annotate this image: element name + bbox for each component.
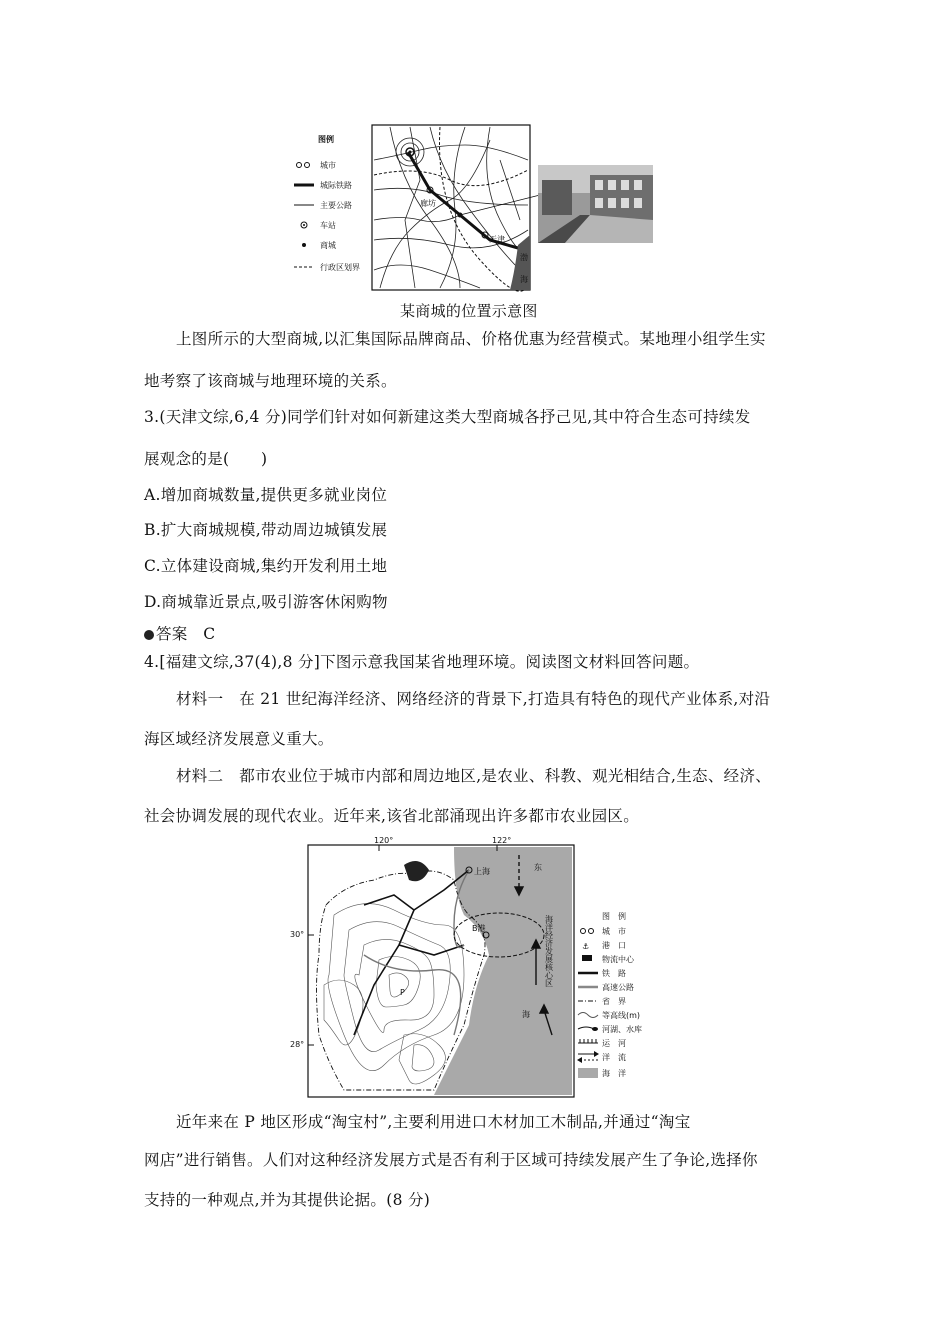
map2-legend <box>577 911 642 1078</box>
legend2-item: 河湖、水库 <box>602 1025 642 1034</box>
legend2-title: 图 例 <box>602 912 626 921</box>
question3-stem-line-2: 展观念的是( ) <box>144 450 268 468</box>
legend2-item: 港 口 <box>602 941 626 950</box>
label-bo: 渤 <box>520 253 528 262</box>
question3-answer <box>144 622 215 644</box>
label-b-port: B港 <box>472 924 486 933</box>
legend-item: 行政区划界 <box>320 263 360 272</box>
closing-line-1: 近年来在 P 地区形成“淘宝村”,主要利用进口木材加工木制品,并通过“淘宝 <box>176 1113 691 1131</box>
closing-line-3: 支持的一种观点,并为其提供论据。(8 分) <box>144 1191 431 1209</box>
label-east: 东 <box>534 863 542 872</box>
legend2-item: 海 洋 <box>602 1069 626 1078</box>
material1-line-2: 海区域经济发展意义重大。 <box>144 730 334 748</box>
label-tianjin: 天津 <box>489 235 505 244</box>
anchor-icon: ⚓ <box>582 942 590 951</box>
legend2-item: 省 界 <box>602 997 626 1006</box>
lon-122: 122° <box>492 836 512 845</box>
figure-location-map <box>290 120 660 295</box>
legend2-item: 铁 路 <box>602 969 626 978</box>
material2-line-1: 材料二 都市农业位于城市内部和周边地区,是农业、科教、观光相结合,生态、经济、 <box>176 767 772 785</box>
label-shanghai: 上海 <box>474 867 490 876</box>
figure-province-map <box>290 835 654 1100</box>
question3-option-b: B.扩大商城规模,带动周边城镇发展 <box>144 521 388 539</box>
legend2-item: 城 市 <box>602 927 626 936</box>
lat-28: 28° <box>290 1040 305 1049</box>
answer-label: 答案 <box>156 625 188 643</box>
city-legend-icon <box>297 163 302 168</box>
mall-legend-icon <box>302 243 306 247</box>
legend2-item: 高速公路 <box>602 983 634 992</box>
label-p: P <box>400 988 405 997</box>
legend-item: 主要公路 <box>320 201 352 210</box>
lat-30: 30° <box>290 930 305 939</box>
legend2-item: 物流中心 <box>602 955 634 964</box>
answer-icon <box>144 630 154 640</box>
material2-line-2: 社会协调发展的现代农业。近年来,该省北部涌现出许多都市农业园区。 <box>144 807 640 825</box>
legend-item: 城际铁路 <box>320 181 352 190</box>
closing-line-2: 网店”进行销售。人们对这种经济发展方式是否有利于区域可持续发展产生了争论,选择你 <box>144 1151 758 1169</box>
figure1-caption: 某商城的位置示意图 <box>400 302 538 320</box>
mall-photo <box>538 165 653 243</box>
question4-stem: 4.[福建文综,37(4),8 分]下图示意我国某省地理环境。阅读图文材料回答问题。 <box>144 653 700 671</box>
legend2-item: 运 河 <box>602 1039 626 1048</box>
legend-title: 图例 <box>318 135 334 144</box>
intro-line-2: 地考察了该商城与地理环境的关系。 <box>144 372 397 390</box>
legend2-item: 洋 流 <box>602 1053 626 1062</box>
legend-item: 城市 <box>320 161 336 170</box>
material1-line-1: 材料一 在 21 世纪海洋经济、网络经济的背景下,打造具有特色的现代产业体系,对沿 <box>176 690 771 708</box>
label-hai: 海 <box>520 275 528 284</box>
legend2-item: 等高线(m) <box>602 1011 641 1020</box>
lon-120: 120° <box>374 836 394 845</box>
logistics-icon <box>582 955 592 961</box>
legend-item: 车站 <box>320 221 336 230</box>
question3-option-c: C.立体建设商城,集约开发利用土地 <box>144 557 388 575</box>
label-langfang: 廊坊 <box>420 199 436 208</box>
legend-item: 商城 <box>320 241 336 250</box>
answer-value: C <box>203 625 216 643</box>
question3-option-d: D.商城靠近景点,吸引游客休闲购物 <box>144 593 388 611</box>
question3-stem-line-1: 3.(天津文综,6,4 分)同学们针对如何新建这类大型商城各抒己见,其中符合生态可持续发 <box>144 408 751 426</box>
question3-option-a: A.增加商城数量,提供更多就业岗位 <box>144 486 388 504</box>
label-sea: 海 <box>522 1010 530 1019</box>
label-core-zone: 海洋经济发展核心区 <box>544 915 554 987</box>
intro-line-1: 上图所示的大型商城,以汇集国际品牌商品、价格优惠为经营模式。某地理小组学生实 <box>176 330 766 348</box>
